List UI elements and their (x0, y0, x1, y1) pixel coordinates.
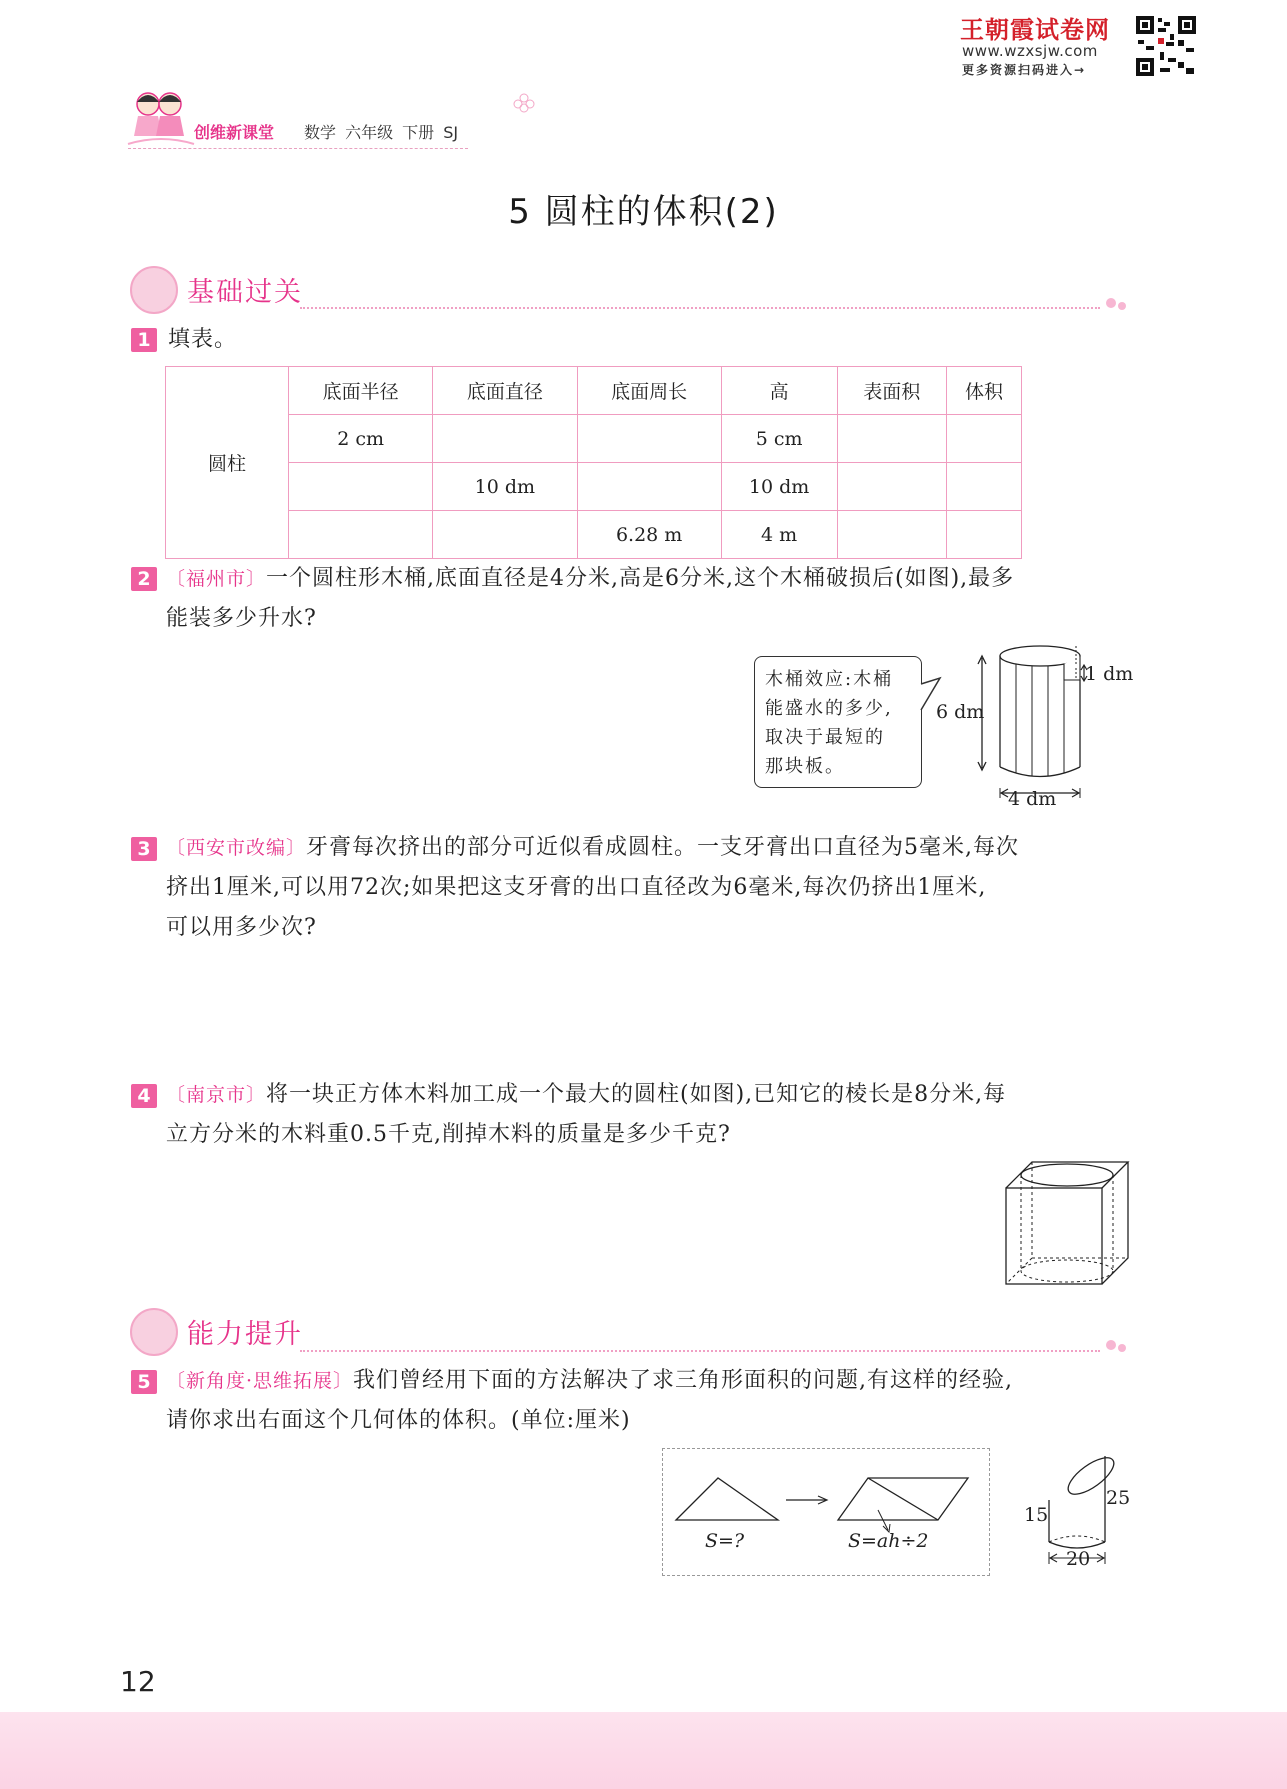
table-cell[interactable] (577, 415, 721, 463)
table-cell[interactable]: 4 m (721, 511, 837, 559)
table-cell[interactable] (947, 511, 1022, 559)
tip-line: 能盛水的多少, (765, 698, 893, 719)
question-number: 4 (131, 1084, 157, 1108)
question-text (166, 828, 1141, 948)
question-line: 挤出1厘米,可以用72次;如果把这支牙膏的出口直径改为6毫米,每次仍挤出1厘米, (166, 875, 987, 900)
table-header: 高 (721, 367, 837, 415)
row-label: 圆柱 (166, 367, 289, 559)
section-title-advanced: 能力提升 (187, 1319, 303, 1350)
table-cell[interactable]: 10 dm (721, 463, 837, 511)
kids-mascot-icon (126, 86, 196, 148)
section-dot-icon (1118, 302, 1126, 310)
brand-title: 王朝霞试卷网 (960, 16, 1110, 44)
question-source: 〔福州市〕 (166, 568, 267, 590)
page-number: 12 (120, 1665, 156, 1698)
header-divider (128, 148, 468, 149)
table-cell[interactable] (837, 415, 947, 463)
table-cell[interactable] (289, 511, 433, 559)
book-info: 数学 六年级 下册 SJ (304, 123, 459, 142)
table-cell[interactable]: 2 cm (289, 415, 433, 463)
section-dot-icon (1118, 1344, 1126, 1352)
question-text (166, 1075, 1141, 1155)
section-dot-icon (1106, 1340, 1116, 1350)
section-rule (300, 307, 1100, 309)
parallelogram-area-label: S=ah÷2 (848, 1530, 929, 1552)
lesson-title: 5 圆柱的体积(2) (508, 192, 779, 232)
footer-band (0, 1712, 1287, 1789)
cube-cylinder-diagram (1000, 1158, 1134, 1286)
question-line: 可以用多少次? (166, 915, 317, 940)
question-line: 我们曾经用下面的方法解决了求三角形面积的问题,有这样的经验, (353, 1368, 1014, 1393)
table-cell[interactable]: 6.28 m (577, 511, 721, 559)
table-header: 底面周长 (577, 367, 721, 415)
table-cell[interactable] (289, 463, 433, 511)
question-line: 请你求出右面这个几何体的体积。(单位:厘米) (166, 1408, 631, 1433)
question-number: 3 (131, 837, 157, 861)
dimension-label: 1 dm (1085, 663, 1134, 685)
section-rule (300, 1350, 1100, 1352)
table-cell[interactable]: 10 dm (433, 463, 577, 511)
question-text: 填表。 (168, 327, 238, 352)
section-dot-icon (1106, 298, 1116, 308)
section-badge-icon (130, 266, 178, 314)
question-line: 牙膏每次挤出的部分可近似看成圆柱。一支牙膏出口直径为5毫米,每次 (306, 835, 1020, 860)
dimension-label: 4 dm (1008, 788, 1057, 810)
question-line: 一个圆柱形木桶,底面直径是4分米,高是6分米,这个木桶破损后(如图),最多 (266, 566, 1015, 591)
dimension-label: 20 (1066, 1548, 1091, 1570)
dimension-label: 25 (1106, 1487, 1131, 1509)
table-header: 表面积 (837, 367, 947, 415)
table-cell[interactable] (837, 463, 947, 511)
series-name: 创维新课堂 (194, 123, 275, 142)
fill-in-table (165, 366, 1022, 559)
brand-more-text: 更多资源扫码进入→ (962, 63, 1087, 77)
table-header: 体积 (947, 367, 1022, 415)
tip-line: 取决于最短的 (765, 727, 885, 748)
question-number: 1 (131, 328, 157, 352)
qr-code-icon[interactable] (1134, 14, 1198, 78)
table-cell[interactable] (433, 415, 577, 463)
table-header: 底面半径 (289, 367, 433, 415)
triangle-area-label: S=? (705, 1530, 745, 1552)
flower-icon (512, 92, 536, 114)
dimension-label: 15 (1024, 1504, 1049, 1526)
dimension-label: 6 dm (936, 701, 985, 723)
table-cell[interactable] (837, 511, 947, 559)
table-header: 底面直径 (433, 367, 577, 415)
question-number: 2 (131, 567, 157, 591)
brand-url[interactable]: www.wzxsjw.com (962, 42, 1098, 60)
table-cell[interactable] (577, 463, 721, 511)
tip-line: 那块板。 (765, 756, 845, 777)
question-source: 〔西安市改编〕 (166, 837, 307, 859)
tip-bubble (754, 656, 922, 788)
question-text (166, 559, 1136, 639)
table-cell[interactable] (433, 511, 577, 559)
section-title-basic: 基础过关 (187, 277, 303, 308)
section-badge-icon (130, 1308, 178, 1356)
tip-line: 木桶效应:木桶 (765, 669, 894, 690)
question-line: 立方分米的木料重0.5千克,削掉木料的质量是多少千克? (166, 1122, 731, 1147)
question-line: 能装多少升水? (166, 606, 317, 631)
question-number: 5 (131, 1370, 157, 1394)
table-cell[interactable] (947, 415, 1022, 463)
question-source: 〔南京市〕 (166, 1084, 267, 1106)
question-line: 将一块正方体木料加工成一个最大的圆柱(如图),已知它的棱长是8分米,每 (266, 1082, 1007, 1107)
question-source: 〔新角度·思维拓展〕 (166, 1370, 354, 1392)
table-cell[interactable]: 5 cm (721, 415, 837, 463)
question-text (166, 1361, 1141, 1441)
table-cell[interactable] (947, 463, 1022, 511)
